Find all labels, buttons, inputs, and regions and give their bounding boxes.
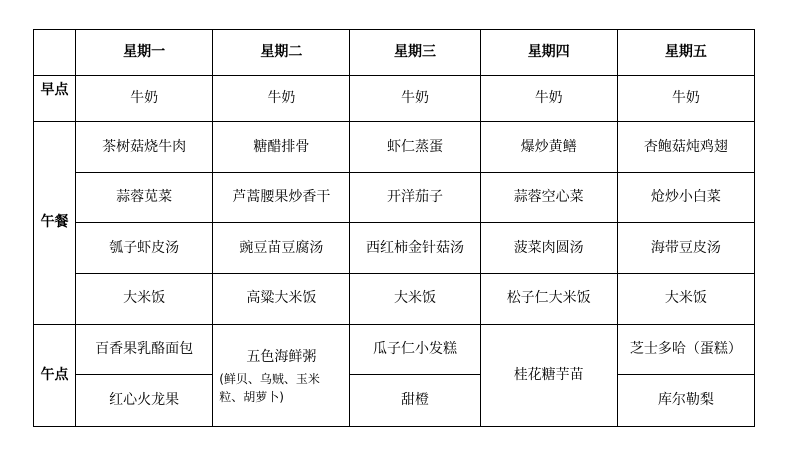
lunch-soup-mon: 瓠子虾皮汤 (76, 223, 213, 274)
snack-row-1 (34, 324, 755, 375)
snack-row-2 (34, 375, 755, 427)
breakfast-fri: 牛奶 (617, 75, 754, 122)
table-header-row (34, 30, 755, 76)
day-header-mon: 星期一 (76, 30, 213, 76)
day-header-tue: 星期二 (213, 30, 350, 76)
lunch-dish-mon-1: 茶树菇烧牛肉 (76, 122, 213, 173)
day-header-fri: 星期五 (617, 30, 754, 76)
breakfast-thu: 牛奶 (480, 75, 617, 122)
lunch-soup-wed: 西红柿金针菇汤 (350, 223, 480, 274)
day-header-thu: 星期四 (480, 30, 617, 76)
breakfast-row (34, 75, 755, 122)
lunch-staple-thu: 松子仁大米饭 (480, 274, 617, 325)
weekly-menu-table (33, 29, 755, 427)
breakfast-mon: 牛奶 (76, 75, 213, 122)
snack-mon-1: 百香果乳酪面包 (76, 324, 213, 375)
snack-mon-2: 红心火龙果 (76, 375, 213, 427)
snack-tue-cell (213, 324, 350, 426)
snack-tue-note: (鲜贝、乌贼、玉米粒、胡萝卜) (219, 372, 320, 404)
lunch-staple-fri: 大米饭 (617, 274, 754, 325)
lunch-soup-fri: 海带豆皮汤 (617, 223, 754, 274)
lunch-dish-tue-1: 糖醋排骨 (213, 122, 350, 173)
lunch-row-4 (34, 274, 755, 325)
snack-fri-1: 芝士多哈（蛋糕） (617, 324, 754, 375)
lunch-dish-thu-1: 爆炒黄鳝 (480, 122, 617, 173)
lunch-dish-wed-1: 虾仁蒸蛋 (350, 122, 480, 173)
breakfast-wed: 牛奶 (350, 75, 480, 122)
lunch-staple-mon: 大米饭 (76, 274, 213, 325)
corner-cell (34, 30, 76, 76)
lunch-soup-tue: 豌豆苗豆腐汤 (213, 223, 350, 274)
lunch-soup-thu: 菠菜肉圆汤 (480, 223, 617, 274)
lunch-dish-thu-2: 蒜蓉空心菜 (480, 172, 617, 223)
meal-label-snack: 午点 (34, 324, 76, 426)
lunch-row-1 (34, 122, 755, 173)
lunch-dish-fri-1: 杏鲍菇炖鸡翅 (617, 122, 754, 173)
lunch-dish-wed-2: 开洋茄子 (350, 172, 480, 223)
lunch-dish-mon-2: 蒜蓉苋菜 (76, 172, 213, 223)
snack-thu: 桂花糖芋苗 (480, 324, 617, 426)
lunch-dish-tue-2: 芦蒿腰果炒香干 (213, 172, 350, 223)
lunch-staple-wed: 大米饭 (350, 274, 480, 325)
snack-wed-1: 瓜子仁小发糕 (350, 324, 480, 375)
lunch-row-2 (34, 172, 755, 223)
snack-tue-dish: 五色海鲜粥 (246, 348, 317, 365)
lunch-dish-fri-2: 炝炒小白菜 (617, 172, 754, 223)
lunch-staple-tue: 高粱大米饭 (213, 274, 350, 325)
lunch-row-3 (34, 223, 755, 274)
snack-wed-2: 甜橙 (350, 375, 480, 427)
menu-sheet (33, 29, 755, 427)
day-header-wed: 星期三 (350, 30, 480, 76)
snack-fri-2: 库尔勒梨 (617, 375, 754, 427)
meal-label-lunch: 午餐 (34, 122, 76, 325)
breakfast-tue: 牛奶 (213, 75, 350, 122)
meal-label-breakfast: 早点 (34, 75, 76, 122)
